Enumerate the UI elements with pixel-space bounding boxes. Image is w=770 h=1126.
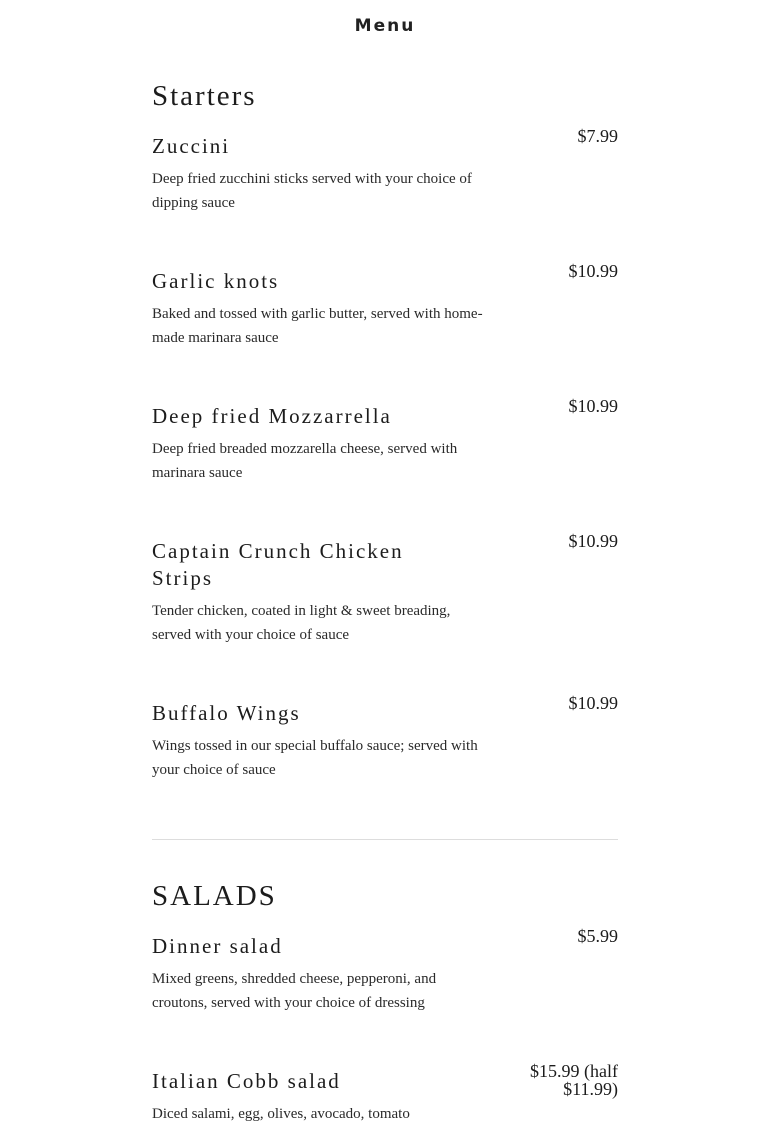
menu-item [152, 1061, 618, 1126]
item-name: Dinner salad [152, 934, 283, 958]
item-description: Mixed greens, shredded cheese, pepperoni, and croutons, served with your choice of dressing [152, 971, 437, 1011]
item-price: $10.99 [568, 261, 618, 281]
item-price: $10.99 [568, 531, 618, 551]
section-title: Starters [152, 80, 257, 112]
menu-section-starters [152, 80, 618, 840]
item-price: $5.99 [577, 926, 618, 946]
item-name: Buffalo Wings [152, 701, 301, 725]
menu-item [152, 693, 618, 782]
section-divider [152, 839, 618, 840]
item-name: Zuccini [152, 134, 231, 158]
menu-section-salads [152, 880, 618, 1126]
menu-list [152, 52, 618, 1126]
menu-item [152, 126, 618, 215]
menu-item [152, 261, 618, 350]
page-title: Menu [354, 16, 416, 36]
item-name: Italian Cobb salad [152, 1069, 341, 1093]
item-description: Deep fried breaded mozzarella cheese, served with marinara sauce [152, 441, 458, 481]
item-description: Deep fried zucchini sticks served with your choice of dipping sauce [152, 171, 472, 211]
section-title: SALADS [152, 880, 277, 912]
item-description: Diced salami, egg, olives, avocado, tomato [152, 1106, 410, 1122]
menu-item [152, 396, 618, 485]
menu-item [152, 926, 618, 1015]
item-price: $15.99 (half $11.99) [530, 1061, 618, 1099]
item-description: Baked and tossed with garlic butter, served with home-made marinara sauce [152, 306, 483, 346]
item-description: Wings tossed in our special buffalo sauce; served with your choice of sauce [152, 738, 478, 778]
item-name: Deep fried Mozzarrella [152, 404, 392, 428]
item-name: Garlic knots [152, 269, 280, 293]
item-price: $10.99 [568, 396, 618, 416]
menu-item [152, 531, 618, 647]
item-price: $7.99 [577, 126, 618, 146]
page-header [0, 0, 770, 52]
item-price: $10.99 [568, 693, 618, 713]
item-name: Captain Crunch Chicken Strips [152, 539, 404, 590]
item-description: Tender chicken, coated in light & sweet breading, served with your choice of sauce [152, 603, 451, 643]
